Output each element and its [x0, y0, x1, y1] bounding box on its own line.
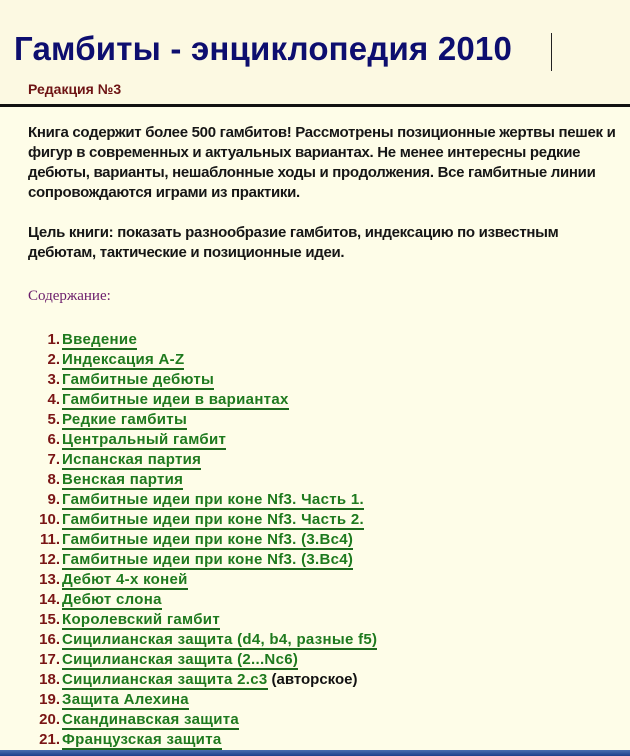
toc-item — [0, 490, 630, 510]
toc-item — [0, 710, 630, 730]
table-of-contents — [0, 330, 630, 750]
toc-link[interactable]: Редкие гамбиты — [62, 411, 188, 428]
toc-item — [0, 350, 630, 370]
toc-link[interactable]: Сицилианская защита 2.c3 — [62, 671, 268, 688]
toc-item-note: (авторское) — [271, 671, 358, 688]
goal-paragraph: Цель книги: показать разнообразие гамбитов, индексацию по известным дебютам, тактические и позиционные идеи. — [28, 224, 559, 261]
header-divider — [0, 104, 630, 107]
toc-item-number: 19. — [39, 691, 60, 708]
page-title: Гамбиты - энциклопедия 2010 — [14, 30, 513, 67]
toc-item — [0, 690, 630, 710]
toc-link[interactable]: Испанская партия — [62, 451, 202, 468]
toc-item — [0, 570, 630, 590]
toc-heading: Содержание: — [28, 288, 111, 304]
toc-item — [0, 610, 630, 630]
toc-item-number: 14. — [39, 591, 60, 608]
toc-item — [0, 630, 630, 650]
toc-item-number: 6. — [47, 431, 60, 448]
toc-item-number: 4. — [47, 391, 60, 408]
toc-link[interactable]: Гамбитные идеи при коне Nf3. Часть 2. — [62, 511, 364, 528]
toc-item-number: 16. — [39, 631, 60, 648]
toc-item — [0, 390, 630, 410]
toc-link[interactable]: Гамбитные дебюты — [62, 371, 215, 388]
toc-item-number: 9. — [47, 491, 60, 508]
toc-link[interactable]: Гамбитные идеи при коне Nf3. (3.Bc4) — [62, 531, 354, 548]
toc-item — [0, 670, 630, 690]
toc-link[interactable]: Сицилианская защита (2...Nc6) — [62, 651, 299, 668]
toc-link[interactable]: Индексация A-Z — [62, 351, 185, 368]
header — [0, 0, 630, 104]
toc-link[interactable]: Гамбитные идеи при коне Nf3. (3.Bc4) — [62, 551, 354, 568]
toc-link[interactable]: Дебют слона — [62, 591, 162, 608]
toc-link[interactable]: Введение — [62, 331, 138, 348]
description-paragraph: Книга содержит более 500 гамбитов! Рассмотрены позиционные жертвы пешек и фигур в современных и актуальных вариантах. Не менее интересны редкие дебюты, варианты, нешаблонные ходы и продолжения. Все гамбитные линии сопровождаются играми из практики. — [28, 124, 616, 201]
toc-item — [0, 450, 630, 470]
toc-item — [0, 550, 630, 570]
toc-item — [0, 330, 630, 350]
toc-item-number: 1. — [47, 331, 60, 348]
toc-item — [0, 510, 630, 530]
toc-item-number: 13. — [39, 571, 60, 588]
toc-item-number: 18. — [39, 671, 60, 688]
toc-item — [0, 470, 630, 490]
toc-item — [0, 730, 630, 750]
toc-item — [0, 370, 630, 390]
text-cursor — [551, 33, 552, 71]
toc-item-number: 2. — [47, 351, 60, 368]
toc-item-number: 21. — [39, 731, 60, 748]
toc-link[interactable]: Скандинавская защита — [62, 711, 240, 728]
toc-item-number: 7. — [47, 451, 60, 468]
toc-item-number: 5. — [47, 411, 60, 428]
edition-label: Редакция №3 — [28, 81, 122, 97]
toc-link[interactable]: Центральный гамбит — [62, 431, 227, 448]
toc-link[interactable]: Королевский гамбит — [62, 611, 220, 628]
toc-item-number: 20. — [39, 711, 60, 728]
toc-item — [0, 650, 630, 670]
toc-link[interactable]: Сицилианская защита (d4, b4, разные f5) — [62, 631, 378, 648]
toc-link[interactable]: Защита Алехина — [62, 691, 189, 708]
toc-item — [0, 590, 630, 610]
toc-item — [0, 430, 630, 450]
toc-item-number: 3. — [47, 371, 60, 388]
toc-link[interactable]: Гамбитные идеи при коне Nf3. Часть 1. — [62, 491, 364, 508]
toc-item — [0, 530, 630, 550]
toc-link[interactable]: Дебют 4-х коней — [62, 571, 188, 588]
window-bottom-bar — [0, 750, 630, 756]
toc-link[interactable]: Венская партия — [62, 471, 184, 488]
toc-item-number: 12. — [39, 551, 60, 568]
toc-item-number: 8. — [47, 471, 60, 488]
toc-link[interactable]: Французская защита — [62, 731, 222, 748]
toc-link[interactable]: Гамбитные идеи в вариантах — [62, 391, 289, 408]
toc-item-number: 10. — [39, 511, 60, 528]
toc-item-number: 17. — [39, 651, 60, 668]
toc-item-number: 15. — [39, 611, 60, 628]
toc-item — [0, 410, 630, 430]
toc-item-number: 11. — [39, 531, 60, 548]
